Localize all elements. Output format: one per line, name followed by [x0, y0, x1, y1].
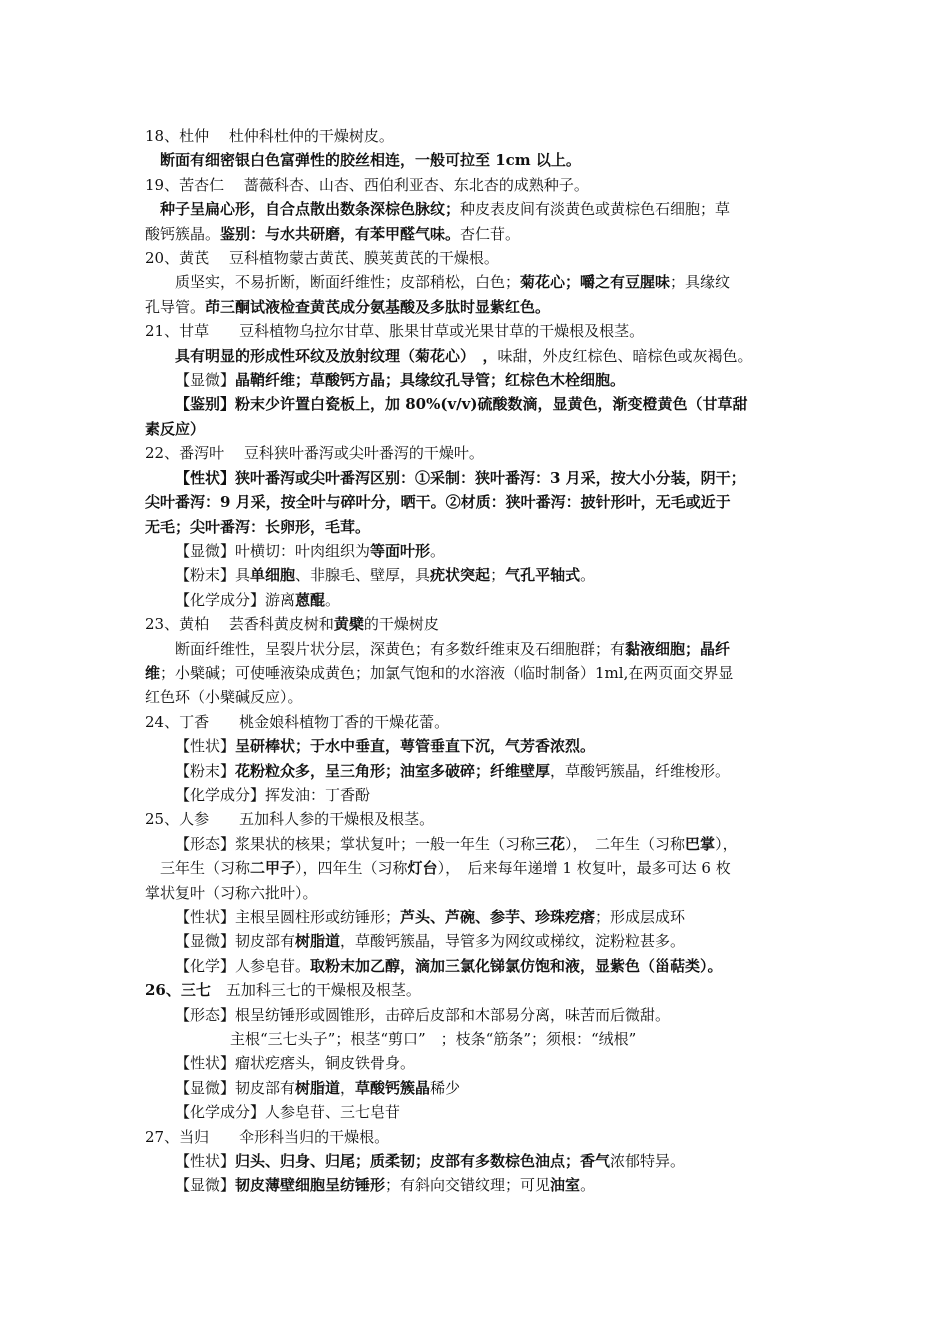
text-line	[145, 490, 817, 514]
text-line	[145, 612, 817, 636]
text-run: 【显微】叶横切：叶肉组织为	[175, 541, 371, 560]
text-run: 【化学成分】挥发油：丁香酚	[175, 785, 371, 804]
text-run: 【粉末】	[175, 761, 236, 780]
text-run: 【形态】根呈纺锤形或圆锥形，击碎后皮部和木部易分离，味苦而后微甜。	[175, 1005, 671, 1024]
bold-text-run: 二甲子	[250, 859, 296, 878]
bold-text-run: 26、三七	[145, 981, 211, 1000]
text-run: 【显微】	[175, 1176, 236, 1195]
text-run: ，	[340, 1078, 356, 1097]
text-run: 24、丁香 桃金娘科植物丁香的干燥花蕾。	[145, 712, 450, 731]
text-run: 。	[580, 566, 596, 585]
bold-text-run: 种子呈扁心形，自合点散出数条深棕色脉纹；	[160, 200, 461, 219]
text-run: 【形态】浆果状的核果；掌状复叶；一般一年生（习称	[175, 834, 536, 853]
text-run: 18、杜仲 杜仲科杜仲的干燥树皮。	[145, 127, 394, 145]
bold-text-run: 茚三酮试液检查黄芪成分氨基酸及多肽时显紫红色。	[205, 297, 551, 316]
text-line	[145, 319, 817, 343]
text-run: ），	[715, 834, 738, 853]
text-line	[145, 515, 817, 539]
text-run: 【粉末】具	[175, 566, 251, 585]
text-line	[145, 392, 817, 416]
text-run: 【显微】	[175, 371, 236, 390]
text-line	[145, 954, 817, 978]
bold-text-run: 灯台	[407, 859, 438, 878]
text-run: 五加科三七的干燥根及根茎。	[210, 981, 421, 1000]
text-line	[145, 270, 817, 294]
text-line	[145, 978, 817, 1002]
text-line	[145, 905, 817, 929]
text-run: 的干燥树皮	[363, 615, 439, 634]
text-run: ）， 后来每年递增 1 枚复叶，最多可达 6 枚	[437, 859, 731, 878]
text-line	[145, 246, 817, 270]
bold-text-run: 具有明显的形成性环纹及放射纹理（菊花心） ，	[175, 346, 498, 365]
bold-text-run: 蒽醌	[295, 590, 326, 609]
text-run: 。	[325, 590, 341, 609]
bold-text-run: 三花	[535, 834, 566, 853]
text-run: 22、番泻叶 豆科狭叶番泻或尖叶番泻的干燥叶。	[145, 444, 484, 463]
text-line	[145, 783, 817, 807]
text-run: ，草酸钙簇晶，导管多为网纹或梯纹，淀粉粒甚多。	[340, 932, 686, 951]
text-line	[145, 344, 817, 368]
text-line	[145, 929, 817, 953]
text-line	[145, 1125, 817, 1149]
text-run: 23、黄柏 芸香科黄皮树和	[145, 615, 334, 634]
text-run: 。	[580, 1176, 596, 1195]
text-run: 27、当归 伞形科当归的干燥根。	[145, 1127, 390, 1146]
text-line	[145, 637, 817, 661]
text-run: 25、人参 五加科人参的干燥根及根茎。	[145, 810, 435, 829]
bold-text-run: 巴掌	[685, 834, 716, 853]
text-line	[145, 661, 817, 685]
text-run: ；具缘纹	[670, 273, 731, 292]
bold-text-run: 等面叶形	[370, 541, 431, 560]
text-line	[145, 734, 817, 758]
text-run: ）， 二年生（习称	[565, 834, 686, 853]
text-run: 质坚实，不易折断，断面纤维性；皮部稍松，白色；	[175, 273, 521, 292]
text-line	[145, 1100, 817, 1124]
bold-text-run: 无毛；尖叶番泻：长卵形，毛茸。	[145, 517, 371, 536]
text-line	[145, 539, 817, 563]
text-run: 红色环（小檗碱反应）。	[145, 688, 303, 707]
bold-text-run: 黏液细胞；晶纤	[625, 639, 731, 658]
bold-text-run: 菊花心；嚼之有豆腥味	[520, 273, 671, 292]
text-run: 【性状】瘤状疙瘩头，铜皮铁骨身。	[175, 1054, 416, 1073]
text-run: 稀少	[430, 1078, 461, 1097]
text-line	[145, 856, 817, 880]
text-line	[145, 1027, 817, 1051]
text-line	[145, 222, 817, 246]
text-run: ；	[490, 566, 506, 585]
text-line	[145, 1173, 817, 1197]
bold-text-run: 芦头、芦碗、参芋、珍珠疙瘩	[400, 908, 596, 926]
text-line	[145, 1076, 817, 1100]
text-line	[145, 295, 817, 319]
text-run: ，草酸钙簇晶，纤维梭形。	[550, 761, 731, 780]
text-line	[145, 466, 817, 490]
text-run: 【化学】人参皂苷。	[175, 956, 311, 975]
text-run: ；小檗碱；可使唾液染成黄色；加氯气饱和的水溶液（临时制备）1ml,在两页面交界显	[160, 663, 734, 682]
bold-text-run: 归头、归身、归尾；质柔韧；皮部有多数棕色油点；香气	[235, 1152, 611, 1171]
text-run: 浓郁特异。	[610, 1152, 686, 1171]
text-run: 20、黄芪 豆科植物蒙古黄芪、膜荚黄芪的干燥根。	[145, 249, 499, 268]
text-line	[145, 441, 817, 465]
text-run: 【性状】	[175, 737, 236, 756]
text-line	[145, 588, 817, 612]
bold-text-run: 花粉粒众多，呈三角形；油室多破碎；纤维壁厚	[235, 761, 551, 780]
text-run: 断面纤维性，呈裂片状分层，深黄色；有多数纤维束及石细胞群；有	[175, 639, 626, 658]
text-run: 。	[430, 541, 446, 560]
text-line	[145, 148, 817, 172]
text-line	[145, 197, 817, 221]
bold-text-run: 尖叶番泻：9 月采，按全叶与碎叶分，晒干。②材质：狭叶番泻：披针形叶，无毛或近于	[145, 493, 731, 512]
bold-text-run: 断面有细密银白色富弹性的胶丝相连，一般可拉至 1cm 以上。	[160, 151, 581, 170]
bold-text-run: 油室	[550, 1176, 581, 1195]
bold-text-run: 【鉴别】粉末少许置白瓷板上，加 80%(v/v)硫酸数滴，显黄色，渐变橙黄色（甘草甜	[175, 395, 748, 414]
text-run: 【化学成分】人参皂苷、三七皂苷	[175, 1103, 401, 1122]
text-run: 21、甘草 豆科植物乌拉尔甘草、胀果甘草或光果甘草的干燥根及根茎。	[145, 322, 645, 341]
text-line	[145, 1051, 817, 1075]
text-run: ），四年生（习称	[295, 859, 408, 878]
text-line	[145, 710, 817, 734]
bold-text-run: 气孔平轴式	[505, 566, 581, 585]
text-run: 【化学成分】游离	[175, 590, 296, 609]
text-run: 【显微】韧皮部有	[175, 1078, 296, 1097]
bold-text-run: 草酸钙簇晶	[355, 1078, 431, 1097]
bold-text-run: 取粉末加乙醇，滴加三氯化锑氯仿饱和液，显紫色（甾萜类）。	[310, 956, 723, 975]
text-run: 味甜，外皮红棕色、暗棕色或灰褐色。	[497, 346, 753, 365]
text-line	[145, 173, 817, 197]
text-line	[145, 368, 817, 392]
text-line	[145, 685, 817, 709]
text-run: 掌状复叶（习称六批叶）。	[145, 883, 318, 902]
text-run: 【显微】韧皮部有	[175, 932, 296, 951]
bold-text-run: 韧皮薄壁细胞呈纺锤形	[235, 1176, 386, 1195]
document-body	[145, 124, 817, 1198]
text-run: 19、苦杏仁 蔷薇科杏、山杏、西伯利亚杏、东北杏的成熟种子。	[145, 175, 589, 194]
text-line	[145, 1003, 817, 1027]
bold-text-run: 晶鞘纤维；草酸钙方晶；具缘纹孔导管；红棕色木栓细胞。	[235, 371, 626, 390]
bold-text-run: 素反应）	[145, 419, 206, 438]
text-line	[145, 832, 817, 856]
text-run: 酸钙簇晶。	[145, 224, 221, 243]
text-run: 主根“三七头子”；根茎“剪口” ；枝条“筋条”；须根：“绒根”	[230, 1030, 637, 1049]
text-run: 【性状】	[175, 1152, 236, 1171]
text-run: ；有斜向交错纹理；可见	[385, 1176, 551, 1195]
text-run: 【性状】主根呈圆柱形或纺锤形；	[175, 908, 401, 926]
bold-text-run: 单细胞	[250, 566, 296, 585]
text-line	[145, 563, 817, 587]
text-run: 孔导管。	[145, 297, 206, 316]
bold-text-run: 【性状】狭叶番泻或尖叶番泻区别：①采制：狭叶番泻：3 月采，按大小分装，阴干；	[175, 468, 746, 487]
bold-text-run: 树脂道	[295, 932, 341, 951]
text-run: 杏仁苷。	[460, 224, 521, 243]
text-run: 三年生（习称	[145, 859, 251, 878]
text-run: ；形成层成环	[595, 908, 686, 926]
text-run: 、非腺毛、壁厚，具	[295, 566, 431, 585]
text-line	[145, 1149, 817, 1173]
text-line	[145, 881, 817, 905]
text-run: 种皮表皮间有淡黄色或黄棕色石细胞；草	[460, 200, 731, 219]
bold-text-run: 黄檗	[333, 615, 364, 634]
bold-text-run: 鉴别：与水共研磨，有苯甲醛气味。	[220, 224, 461, 243]
bold-text-run: 维	[145, 663, 161, 682]
text-line	[145, 417, 817, 441]
text-line	[145, 124, 817, 148]
bold-text-run: 树脂道	[295, 1078, 341, 1097]
bold-text-run: 疣状突起	[430, 566, 491, 585]
text-line	[145, 807, 817, 831]
bold-text-run: 呈研棒状；于水中垂直，萼管垂直下沉，气芳香浓烈。	[235, 737, 596, 756]
text-line	[145, 759, 817, 783]
